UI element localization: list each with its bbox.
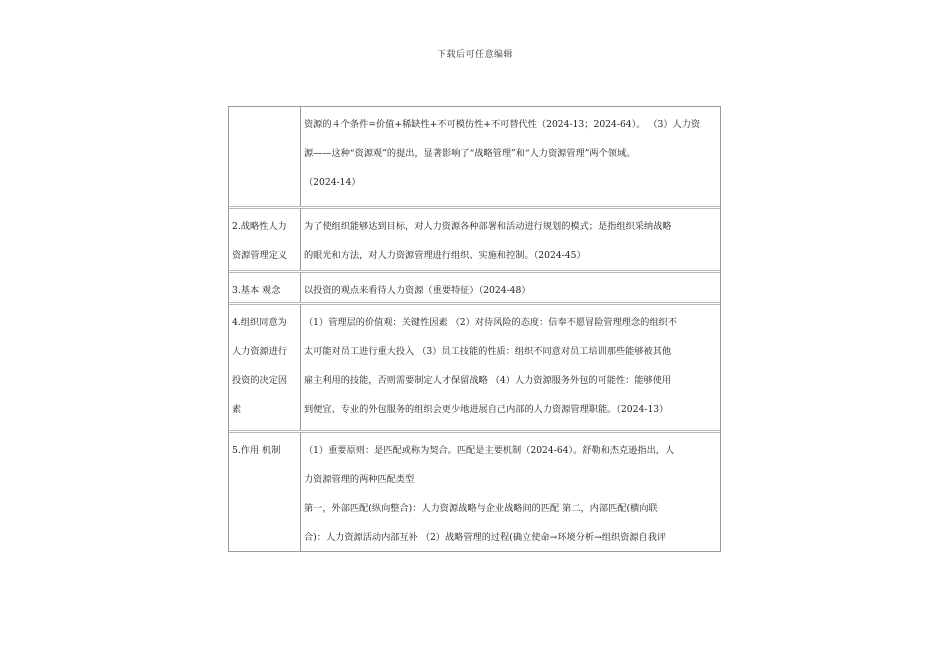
label-line: 3.基本 观念 — [232, 285, 281, 296]
row-label-cell — [229, 273, 301, 302]
content-line: 的眼光和方法，对人力资源管理进行组织、实施和控制。（2024-45） — [304, 250, 586, 261]
content-line: 资源的４个条件=价值+稀缺性+不可模仿性+不可替代性（2024-13；2024-64）。 （3）人力资 — [304, 119, 701, 130]
table-row — [229, 209, 720, 273]
content-line: 力资源管理的两种匹配类型 — [304, 474, 415, 485]
row-content-cell — [301, 273, 720, 302]
row-content-cell — [301, 107, 720, 206]
table-row — [229, 273, 720, 305]
label-line: 5.作用 机制 — [232, 445, 281, 456]
label-line: 资源管理定义 — [232, 250, 288, 261]
content-line: （2024-14） — [304, 177, 361, 188]
label-line: 投资的决定因 — [232, 375, 288, 386]
content-line: 第一，外部匹配(纵向整合)：人力资源战略与企业战略间的匹配 第二，内部匹配(横向联 — [304, 503, 658, 514]
label-line: 素 — [232, 404, 242, 415]
content-line: 源——这种“资源观”的提出，显著影响了“战略管理”和“人力资源管理”两个领域。 — [304, 148, 636, 159]
content-line: 雇主利用的技能，否则需要制定人才保留战略 （4）人力资源服务外包的可能性：能够使用 — [304, 375, 672, 386]
table-row — [229, 433, 720, 551]
row-content-cell — [301, 209, 720, 270]
row-label-cell — [229, 305, 301, 430]
content-line: 为了使组织能够达到目标，对人力资源各种部署和活动进行规划的模式；是指组织采纳战略 — [304, 221, 672, 232]
content-line: （1）重要原则：是匹配或称为契合。匹配是主要机制（2024-64）。舒勒和杰克逊指出，人 — [304, 445, 675, 456]
page-header: 下载后可任意编辑 — [436, 50, 513, 60]
content-line: （1）管理层的价值观：关键性因素 （2）对待风险的态度：信奉不愿冒险管理理念的组织不 — [304, 317, 677, 328]
table-row — [229, 305, 720, 433]
label-line: 2.战略性人力 — [232, 221, 287, 232]
row-label-cell — [229, 209, 301, 270]
content-line: 合)：人力资源活动内部互补 （2）战略管理的过程(确立使命→环境分析→组织资源自我评 — [304, 532, 667, 543]
table-row — [229, 107, 720, 209]
label-line: 人力资源进行 — [232, 346, 288, 357]
row-content-cell — [301, 305, 720, 430]
content-table — [228, 106, 721, 552]
row-content-cell — [301, 433, 720, 551]
label-line: 4.组织同意为 — [232, 317, 287, 328]
row-label-cell — [229, 107, 301, 206]
content-line: 到便宜、专业的外包服务的组织会更少地进展自己内部的人力资源管理职能。（2024-13） — [304, 404, 669, 415]
row-label-cell — [229, 433, 301, 551]
content-line: 太可能对员工进行重大投入 （3）员工技能的性质：组织不同意对员工培训那些能够被其他 — [304, 346, 672, 357]
content-line: 以投资的观点来看待人力资源（重要特征）（2024-48） — [304, 285, 531, 296]
